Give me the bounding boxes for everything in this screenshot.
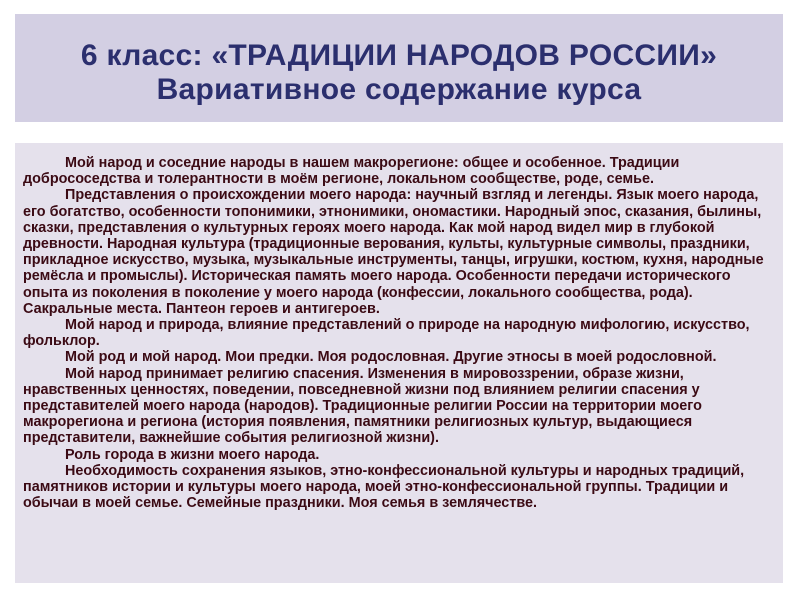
- paragraph-ancestry: Мой род и мой народ. Мои предки. Моя родословная. Другие этносы в моей родословной.: [65, 349, 717, 366]
- slide-title: 6 класс: «ТРАДИЦИИ НАРОДОВ РОССИИ»: [80, 39, 718, 72]
- paragraph-nature: Мой народ и природа, влияние представлений о природе на народную мифологию, искусство, фольклор.: [23, 317, 750, 350]
- slide-subtitle: Вариативное содержание курса: [156, 73, 642, 106]
- paragraph-preservation: Необходимость сохранения языков, этно-конфессиональной культуры и народных традиций, памятников истории и культуры моего народа, моей этно-конфессиональной группы. Традиции и обычаи в моей семье. Семейные праздники. Моя семья в землячестве.: [23, 462, 745, 512]
- paragraph-city: Роль города в жизни моего народа.: [65, 446, 320, 463]
- paragraph-neighbors: Мой народ и соседние народы в нашем макрорегионе: общее и особенное. Традиции добрососедства и толерантности в моём регионе, локальном сообществе, роде, семье.: [23, 155, 680, 188]
- paragraph-religion: Мой народ принимает религию спасения. Изменения в мировоззрении, образе жизни, нравственных ценностях, поведении, повседневной жизни под влиянием религии спасения у представителей моего народа (народов). Традиционные религии России на территории моего макрорегиона и региона (история появления, памятники религиозных культур, выдающиеся представители, важнейшие события религиозной жизни).: [23, 365, 702, 447]
- paragraph-origins: Представления о происхождении моего народа: научный взгляд и легенды. Язык моего народа, его богатство, особенности топонимики, этнонимики, ономастики. Народный эпос, сказания, былины, сказки, представления о культурных героях моего народа. Как мой народ видел мир в глубокой древности. Народная культура (традиционные верования, культы, культурные символы, праздники, прикладное искусство, музыка, музыкальные инструменты, танцы, игрушки, костюм, кухня, народные ремёсла и промыслы). Историческая память моего народа. Особенности передачи исторического опыта из поколения в поколение у моего народа (конфессии, локального сообщества, рода). Сакральные места. Пантеон героев и антигероев.: [23, 187, 764, 317]
- slide-header: [15, 14, 783, 122]
- content-box: [15, 143, 783, 583]
